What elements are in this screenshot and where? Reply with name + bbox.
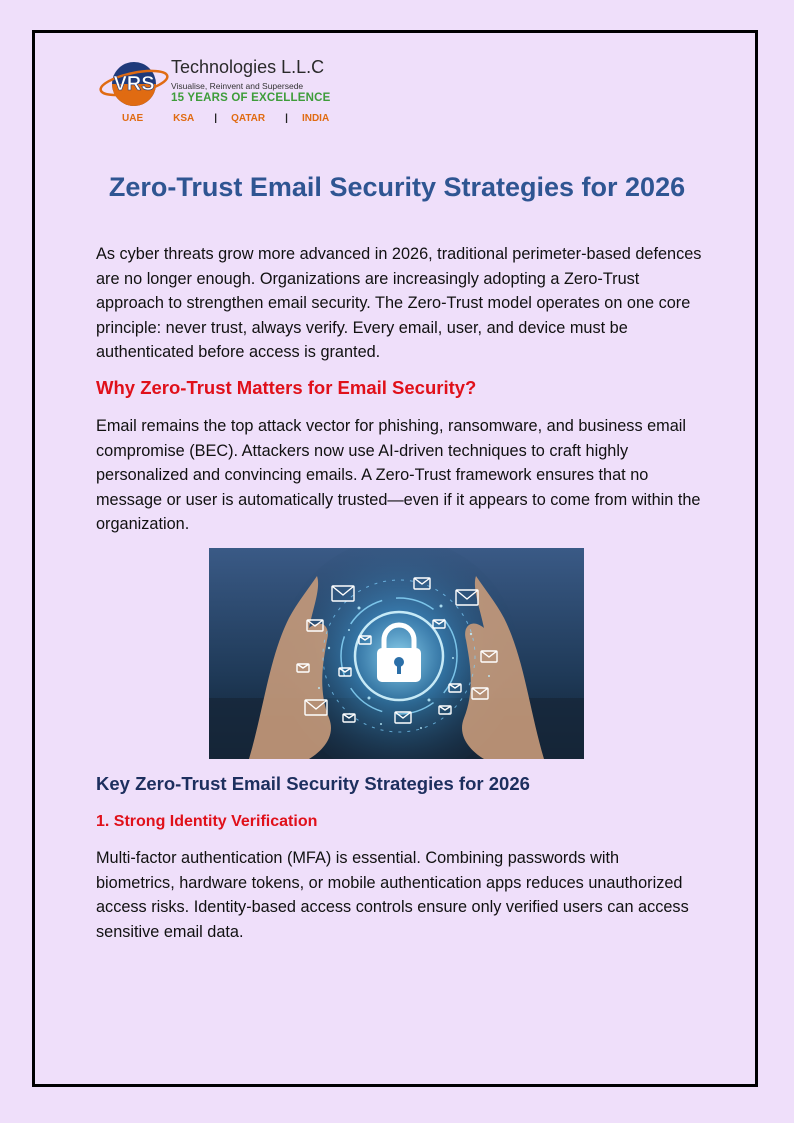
logo-country-list: UAE KSA | QATAR | INDIA bbox=[122, 113, 330, 124]
logo-company-name: Technologies L.L.C bbox=[171, 57, 325, 77]
subheading-identity-verification: 1. Strong Identity Verification bbox=[96, 813, 318, 830]
intro-paragraph: As cyber threats grow more advanced in 2026, traditional perimeter-based defences are no longer enough. Organizations are increasingly adopting a Zero-Trust approach to strengthen email security. The Zero-Trust model operates on one core principle: never trust, always verify. Every email, user, and device must be authenticated before access is granted. bbox=[96, 245, 702, 361]
why-zero-trust-paragraph: Email remains the top attack vector for phishing, ransomware, and business email compromise (BEC). Attackers now use AI-driven techniques to craft highly personalized and convincing emails. A Zero-Trust framework ensures that no message or user is automatically trusted—even if it appears to come from within the organization. bbox=[96, 417, 701, 533]
country-ksa: KSA bbox=[173, 113, 195, 124]
hero-image bbox=[209, 548, 584, 759]
logo-tagline: Visualise, Reinvent and Supersede bbox=[171, 81, 304, 91]
svg-text:VRS: VRS bbox=[113, 73, 155, 95]
country-uae: UAE bbox=[122, 113, 144, 124]
page-title: Zero-Trust Email Security Strategies for 2026 bbox=[108, 172, 686, 202]
vrs-globe-logo-icon bbox=[98, 57, 170, 109]
identity-verification-paragraph: Multi-factor authentication (MFA) is essential. Combining passwords with biometrics, hardware tokens, or mobile authentication apps reduces unauthorized access risks. Identity-based access controls ensure only verified users can access sensitive email data. bbox=[96, 849, 689, 941]
hero-illustration bbox=[209, 548, 584, 759]
country-qatar: QATAR bbox=[231, 113, 266, 124]
section-heading-why-zero-trust: Why Zero-Trust Matters for Email Security? bbox=[96, 377, 477, 398]
logo-years-excellence: 15 YEARS OF EXCELLENCE bbox=[171, 92, 331, 104]
company-logo bbox=[98, 55, 348, 130]
country-india: INDIA bbox=[301, 113, 330, 124]
section-heading-key-strategies: Key Zero-Trust Email Security Strategies for 2026 bbox=[96, 773, 530, 794]
